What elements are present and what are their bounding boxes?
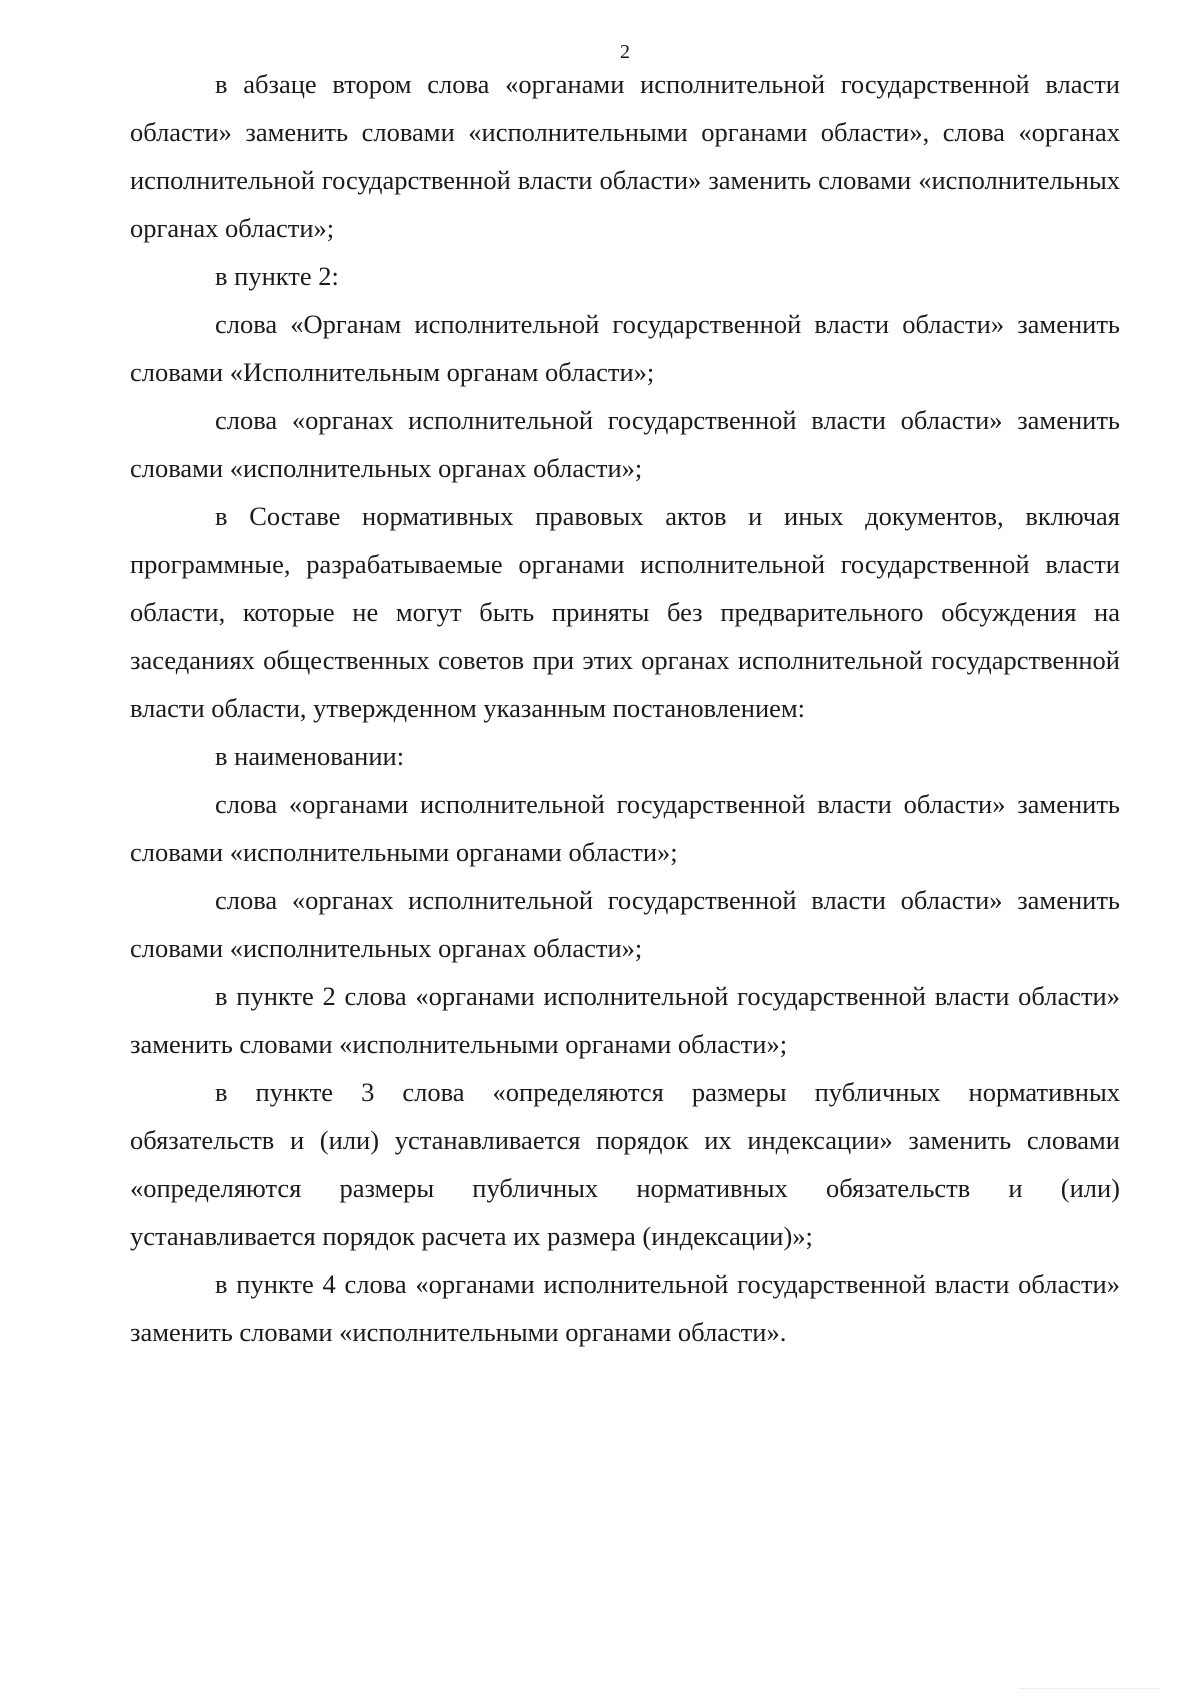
paragraph: слова «органами исполнительной государственной власти области» заменить словами «исполнительными органами области»; — [130, 789, 1120, 867]
paragraph: в пункте 2 слова «органами исполнительной государственной власти области» заменить словами «исполнительными органами области»; — [130, 981, 1120, 1059]
paragraph: слова «Органам исполнительной государственной власти области» заменить словами «Исполнительным органам области»; — [130, 309, 1120, 387]
paragraph: в пункте 3 слова «определяются размеры публичных нормативных обязательств и (или) устанавливается порядок их индексации» заменить словами «определяются размеры публичных нормативных обязательств и (или) устанавливается порядок расчета их размера (индексации)»; — [130, 1077, 1120, 1251]
paragraph: слова «органах исполнительной государственной власти области» заменить словами «исполнительных органах области»; — [130, 405, 1120, 483]
paragraph: в наименовании: — [215, 741, 405, 771]
paragraph: в абзаце втором слова «органами исполнительной государственной власти области» заменить словами «исполнительными органами области», слова «органах исполнительной государственной власти области» заменить словами «исполнительных органах области»; — [130, 69, 1120, 243]
paragraph: в пункте 2: — [215, 261, 339, 291]
page-number: 2 — [620, 41, 630, 63]
paragraph: в пункте 4 слова «органами исполнительной государственной власти области» заменить словами «исполнительными органами области». — [130, 1269, 1120, 1347]
document-body — [130, 60, 1120, 1356]
paragraph: в Составе нормативных правовых актов и иных документов, включая программные, разрабатываемые органами исполнительной государственной власти области, которые не могут быть приняты без предварительного обсуждения на заседаниях общественных советов при этих органах исполнительной государственной власти области, утвержденном указанным постановлением: — [130, 501, 1120, 723]
paragraph: слова «органах исполнительной государственной власти области» заменить словами «исполнительных органах области»; — [130, 885, 1120, 963]
scan-mark — [1020, 1674, 1160, 1689]
